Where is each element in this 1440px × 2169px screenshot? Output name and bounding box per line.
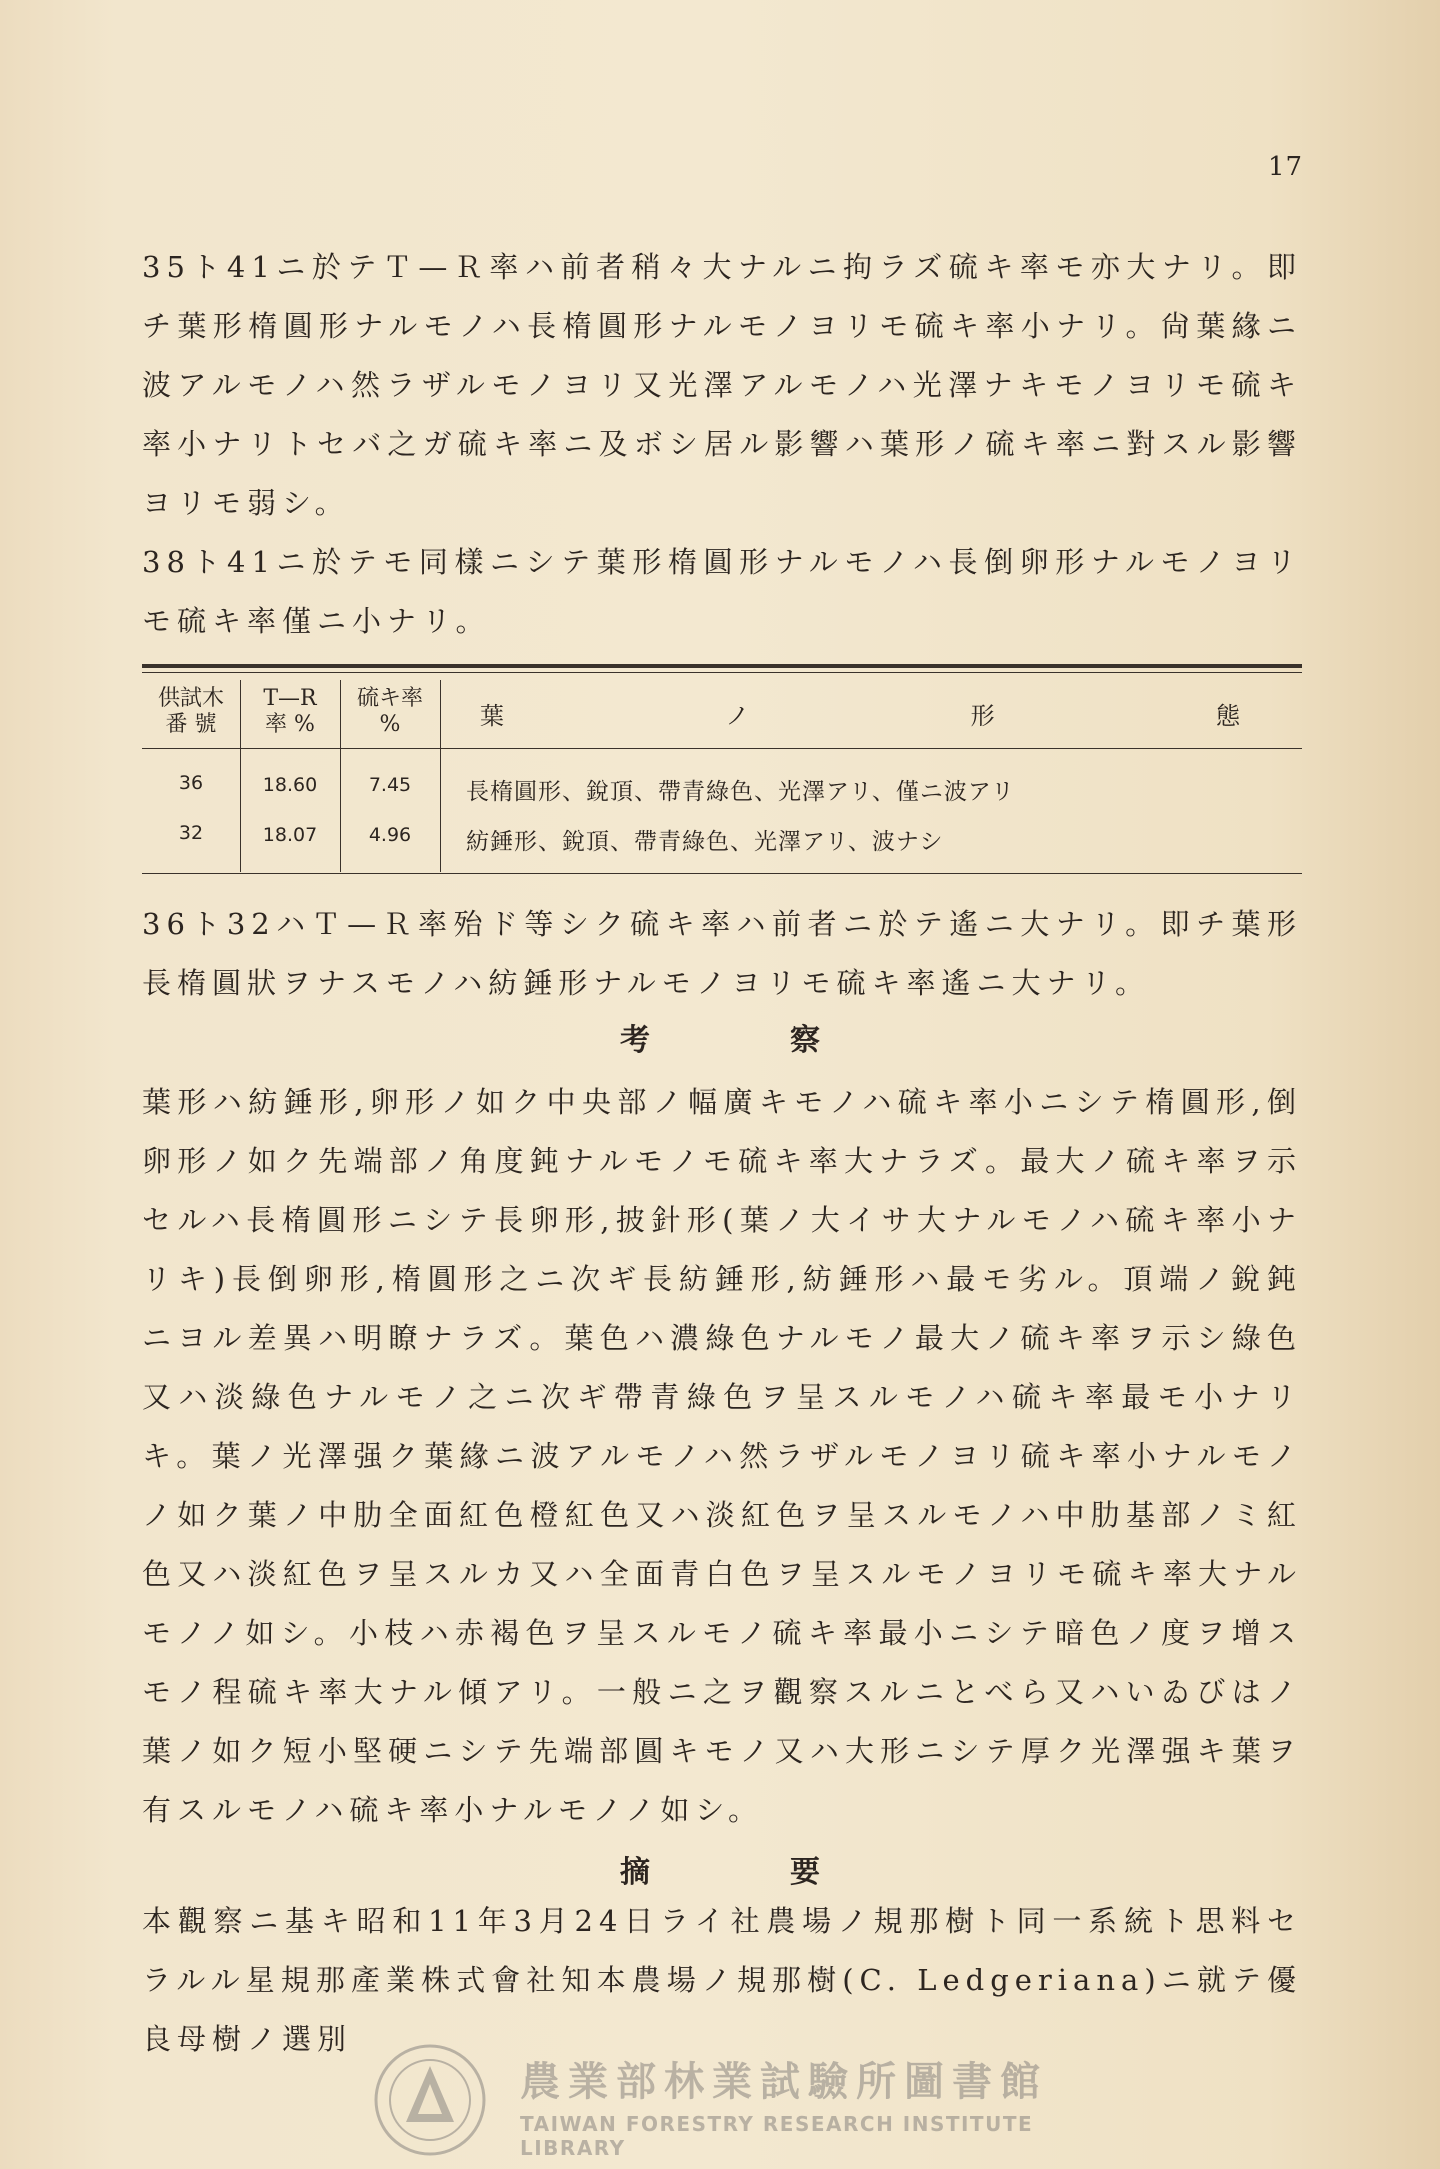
cell-leaf-form: 紡錘形、銳頂、帶青綠色、光澤アリ、波ナシ <box>466 829 944 855</box>
table-top-rule <box>142 664 1302 668</box>
header-tr-rate: T—R 率 % <box>263 686 317 737</box>
library-name-english: TAIWAN FORESTRY RESEARCH INSTITUTE LIBRARY <box>520 2112 1034 2160</box>
table-header-rule <box>142 748 1302 749</box>
cell-tr-rate: 18.07 <box>262 824 318 846</box>
heading-summary: 摘 要 <box>620 1855 820 1890</box>
cell-tree-no: 32 <box>178 822 204 844</box>
cell-sulfate-rate: 4.96 <box>368 824 412 846</box>
paragraph-38-41: 38ト41ニ於テモ同樣ニシテ葉形楕圓形ナルモノハ長倒卵形ナルモノヨリモ硫キ率僅ニ小ナリ。 <box>142 545 1302 638</box>
paragraph-35-41: 35ト41ニ於テＴ—Ｒ率ハ前者稍々大ナルニ拘ラズ硫キ率モ亦大ナリ。即チ葉形楕圓形ナルモノハ長楕圓形ナルモノヨリモ硫キ率小ナリ。尙葉緣ニ波アルモノハ然ラザルモノヨリ又光澤アルモノハ光澤ナキモノヨリモ硫キ率小ナリトセバ之ガ硫キ率ニ及ボシ居ル影響ハ葉形ノ硫キ率ニ對スル影響ヨリモ弱シ。 <box>142 250 1302 520</box>
library-watermark <box>370 2040 1090 2160</box>
header-sulfate-rate: 硫キ率 % <box>356 686 423 737</box>
library-seal-icon <box>370 2040 490 2160</box>
cell-leaf-form: 長楕圓形、銳頂、帶青綠色、光澤アリ、僅ニ波アリ <box>466 779 1016 805</box>
table-top-rule-inner <box>142 672 1302 673</box>
paragraph-summary: 本觀察ニ基キ昭和11年3月24日ライ社農場ノ規那樹ト同一系統ト思料セラルル星規那產業株式會社知本農場ノ規那樹(C. Ledgeriana)ニ就テ優良母樹ノ選別 <box>142 1904 1302 2056</box>
cell-tree-no: 36 <box>178 772 204 794</box>
library-name-chinese: 農業部林業試驗所圖書館 <box>520 2059 1048 2105</box>
header-leaf-form: 葉 ノ 形 態 <box>480 702 1240 730</box>
header-tree-no: 供試木 番 號 <box>157 686 224 737</box>
heading-consideration: 考 察 <box>620 1023 820 1058</box>
page-number: 17 <box>1268 152 1304 182</box>
table-column-divider <box>440 680 441 872</box>
table-bottom-rule <box>142 873 1302 874</box>
cell-tr-rate: 18.60 <box>262 774 318 796</box>
cell-sulfate-rate: 7.45 <box>368 774 412 796</box>
paragraph-consideration: 葉形ハ紡錘形,卵形ノ如ク中央部ノ幅廣キモノハ硫キ率小ニシテ楕圓形,倒卵形ノ如ク先端部ノ角度鈍ナルモノモ硫キ率大ナラズ。最大ノ硫キ率ヲ示セルハ長楕圓形ニシテ長卵形,披針形(葉ノ大イサ大ナルモノハ硫キ率小ナリキ)長倒卵形,楕圓形之ニ次ギ長紡錘形,紡錘形ハ最モ劣ル。頂端ノ銳鈍ニヨル差異ハ明瞭ナラズ。葉色ハ濃綠色ナルモノ最大ノ硫キ率ヲ示シ綠色又ハ淡綠色ナルモノ之ニ次ギ帶青綠色ヲ呈スルモノハ硫キ率最モ小ナリキ。葉ノ光澤强ク葉緣ニ波アルモノハ然ラザルモノヨリ硫キ率小ナルモノノ如ク葉ノ中肋全面紅色橙紅色又ハ淡紅色ヲ呈スルモノハ中肋基部ノミ紅色又ハ淡紅色ヲ呈スルカ又ハ全面青白色ヲ呈スルモノヨリモ硫キ率大ナルモノノ如シ。小枝ハ赤褐色ヲ呈スルモノ硫キ率最小ニシテ暗色ノ度ヲ增スモノ程硫キ率大ナル傾アリ。一般ニ之ヲ觀察スルニとべら又ハいゐびはノ葉ノ如ク短小堅硬ニシテ先端部圓キモノ又ハ大形ニシテ厚ク光澤强キ葉ヲ有スルモノハ硫キ率小ナルモノノ如シ。 <box>142 1085 1302 1827</box>
paragraph-36-32: 36ト32ハＴ—Ｒ率殆ド等シク硫キ率ハ前者ニ於テ遙ニ大ナリ。即チ葉形長楕圓狀ヲナスモノハ紡錘形ナルモノヨリモ硫キ率遙ニ大ナリ。 <box>142 907 1302 1000</box>
